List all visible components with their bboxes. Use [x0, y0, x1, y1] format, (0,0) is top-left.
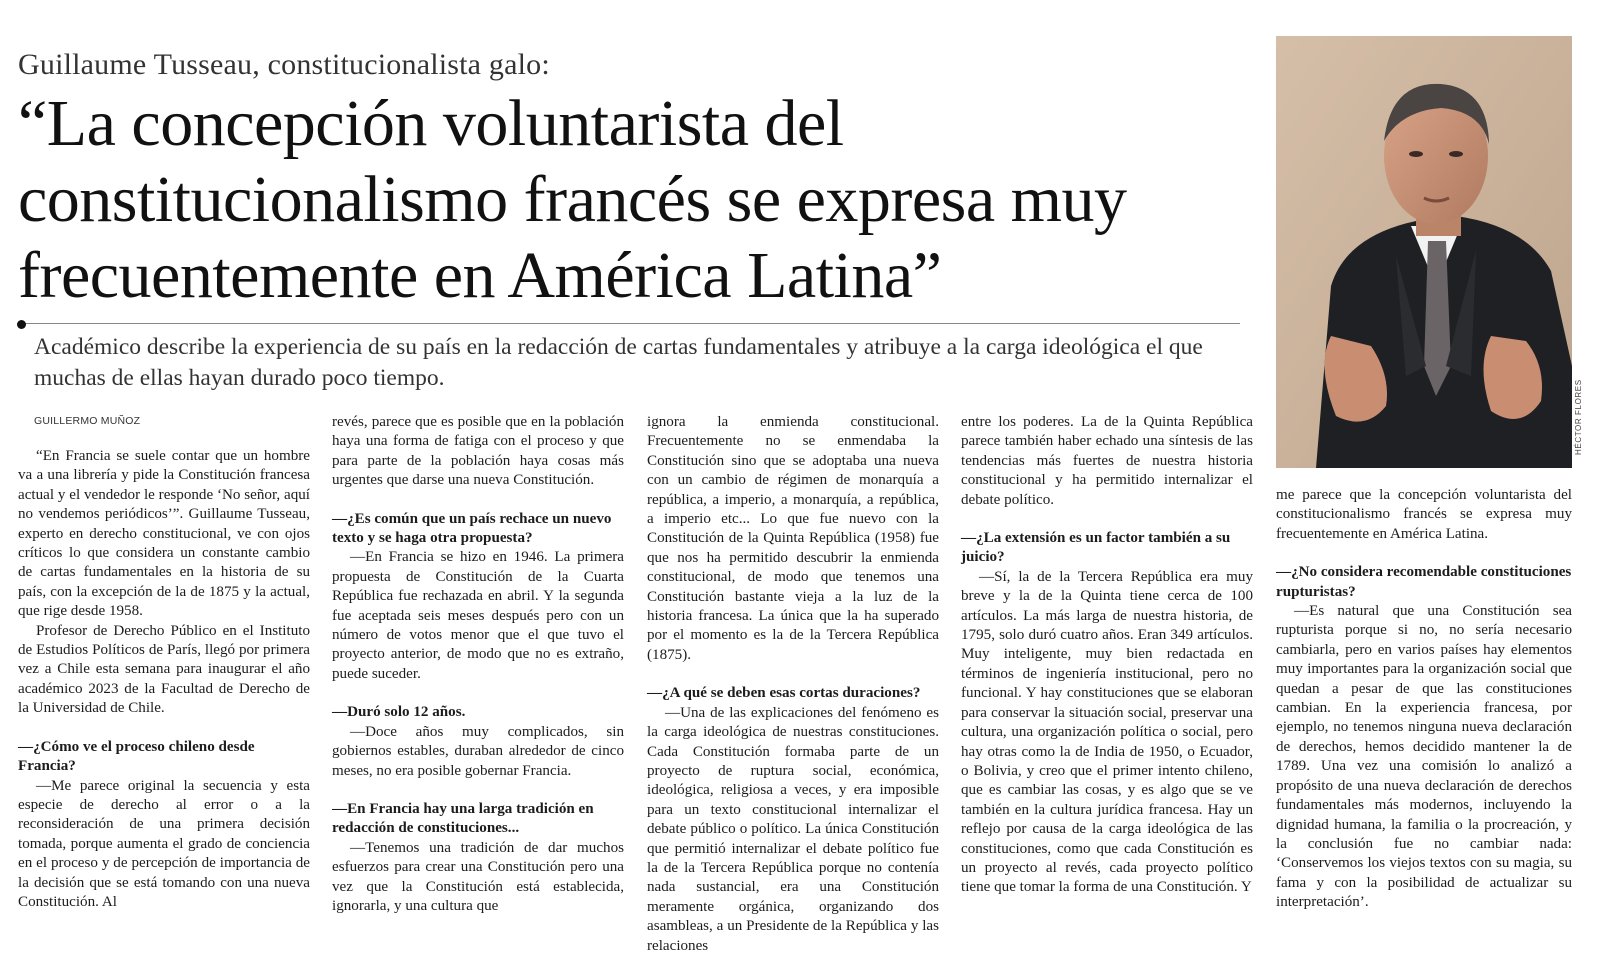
paragraph-gap	[332, 684, 624, 703]
interview-question: —¿No considera recomendable constituciones rupturistas?	[1276, 564, 1572, 600]
paragraph: “En Francia se suele contar que un hombre va a una librería y pide la Constitución francesa actual y el vendedor le responde ‘No señor, aquí no vendemos periódicos’”. Guillaume Tusseau, experto en derecho constitucional, ve con ojos críticos lo que considera un constante cambio de cartas fundamentales en la historia de su país, con la excepción de la de 1875 y la actual, que rige desde 1958.	[18, 448, 310, 620]
deck-summary: Académico describe la experiencia de su país en la redacción de cartas fundamentales y atribuye a la carga ideológica el que muchas de ellas hayan durado poco tiempo.	[34, 334, 1203, 391]
paragraph: Profesor de Derecho Público en el Instituto de Estudios Políticos de París, llegó por primera vez a Chile esta semana para inaugurar el año académico 2023 de la Facultad de Derecho de la Universidad de Chile.	[18, 622, 310, 717]
paragraph: —Me parece original la secuencia y esta especie de derecho al error o a la reconsideración de una primera decisión tomada, porque aumenta el grado de conciencia en el proceso y de percepción de importancia de la decisión que se está tomando con una nueva Constitución. Al	[18, 777, 310, 910]
photo-credit: HÉCTOR FLORES	[1574, 379, 1583, 455]
paragraph-gap	[332, 781, 624, 800]
interview-question: —¿Cómo ve el proceso chileno desde Francia?	[18, 738, 255, 775]
column-1	[18, 447, 310, 912]
kicker: Guillaume Tusseau, constitucionalista galo:	[18, 48, 550, 81]
portrait-photo	[1276, 36, 1572, 468]
divider	[18, 323, 1240, 324]
paragraph-gap	[647, 665, 939, 684]
paragraph-gap	[332, 491, 624, 510]
interview-question: —Duró solo 12 años.	[332, 704, 466, 721]
paragraph-continued: me parece que la concepción voluntarista del constitucionalismo francés se expresa muy frecuentemente en América Latina.	[1276, 487, 1572, 542]
paragraph-continued: ignora la enmienda constitucional. Frecuentemente no se enmendaba la Constitución sino que se adoptaba una nueva con un cambio de régimen de monarquía a república, a imperio, a monarquía, a república, a imperio etc... Lo que fue nuevo con la Constitución de la Quinta República (1958) fue que nos ha permitido descubrir la enmienda constitucional, de modo que tenemos una Constitución bastante vieja a la luz de la historia francesa. La única que la ha superado por el momento es la de la Tercera República (1875).	[647, 414, 939, 663]
byline: GUILLERMO MUÑOZ	[34, 415, 141, 427]
column-4	[961, 413, 1253, 898]
column-3	[647, 413, 939, 956]
paragraph: —Tenemos una tradición de dar muchos esfuerzos para crear una Constitución pero una vez que la Constitución está establecida, ignorarla, y una cultura que	[332, 839, 624, 914]
paragraph: —Sí, la de la Tercera República era muy breve y la de la Quinta tiene cerca de 100 artículos. La más larga de nuestra historia, de 1795, solo duró cuatro años. Eran 349 artículos. Muy inteligente, muy bien redactada en términos de ingeniería institucional, pero no funcional. Y hay constituciones que se elaboran para conservar la situación social, preservar una cultura, una organización política o social, pero hay otras como la de India de 1950, o Ecuador, o Bolivia, y creo que el primer intento chileno, que es cambiar las cosas, y es algo que se ve también en la cultura jurídica francesa. Hay un reflejo por causa de la carga ideológica de las constituciones, como que cada Constitución es un proyecto al revés, cada proyecto político tiene que tomar la forma de una Constitución. Y	[961, 568, 1253, 896]
interview-question: —En Francia hay una larga tradición en redacción de constituciones...	[332, 800, 594, 837]
interview-question: —¿A qué se deben esas cortas duraciones?	[647, 685, 921, 702]
headline: “La concepción voluntarista del constitucionalismo francés se expresa muy frecuentemente en América Latina”	[18, 87, 1127, 312]
interview-question: —¿Es común que un país rechace un nuevo texto y se haga otra propuesta?	[332, 510, 612, 547]
paragraph-continued: revés, parece que es posible que en la población haya una forma de fatiga con el proceso y que para parte de la población haya cosas más urgentes que darse una nueva Constitución.	[332, 414, 624, 489]
paragraph: —Es natural que una Constitución sea rupturista porque si no, no sería necesario cambiarla, pero en varios países hay elementos muy importantes para la organización social que quedan a pesar de que las constituciones cambian. En la experiencia francesa, por ejemplo, no tenemos ninguna nueva declaración de derechos, hemos decidido mantener la de 1789. Una vez una comisión lo analizó a propósito de una nueva declaración de derechos fundamentales más modernos, incluyendo la dignidad humana, la familia o la procreación, y la conclusión fue no cambiar nada: ‘Conservemos los viejos textos con su magia, su fama y con la posibilidad de actualizar su interpretación’.	[1276, 603, 1572, 911]
paragraph-gap	[1276, 544, 1572, 563]
column-2	[332, 413, 624, 916]
paragraph: —Una de las explicaciones del fenómeno es la carga ideológica de nuestras constituciones. Cada Constitución formaba parte de un proyecto de ruptura social, económica, ideológica, religiosa a veces, y era imposible para un texto constitucional internalizar el debate público o político. La única Constitución que permitió internalizar el debate político fue la de la Tercera República porque no contenía nada sustancial, era una Constitución meramente orgánica, organizando dos asambleas, a un Presidente de la República y las relaciones	[647, 704, 939, 954]
paragraph-continued: entre los poderes. La de la Quinta República parece también haber echado una síntesis de las tendencias más fuertes de nuestra historia constitucional y ha permitido internalizar el debate político.	[961, 414, 1253, 508]
interview-question: —¿La extensión es un factor también a su juicio?	[961, 530, 1231, 566]
paragraph: —Doce años muy complicados, sin gobiernos estables, duraban alrededor de cinco meses, no era posible gobernar Francia.	[332, 723, 624, 779]
bullet-dot-icon	[17, 320, 26, 329]
paragraph: —En Francia se hizo en 1946. La primera propuesta de Constitución de la Cuarta República fue rechazada en abril. Y la segunda fue aceptada seis meses después pero con un número de votos menor que el que tuvo el proyecto anterior, de modo que no es extraño, puede suceder.	[332, 549, 624, 682]
paragraph-gap	[18, 719, 310, 738]
paragraph-gap	[961, 510, 1253, 529]
column-5	[1276, 486, 1572, 913]
